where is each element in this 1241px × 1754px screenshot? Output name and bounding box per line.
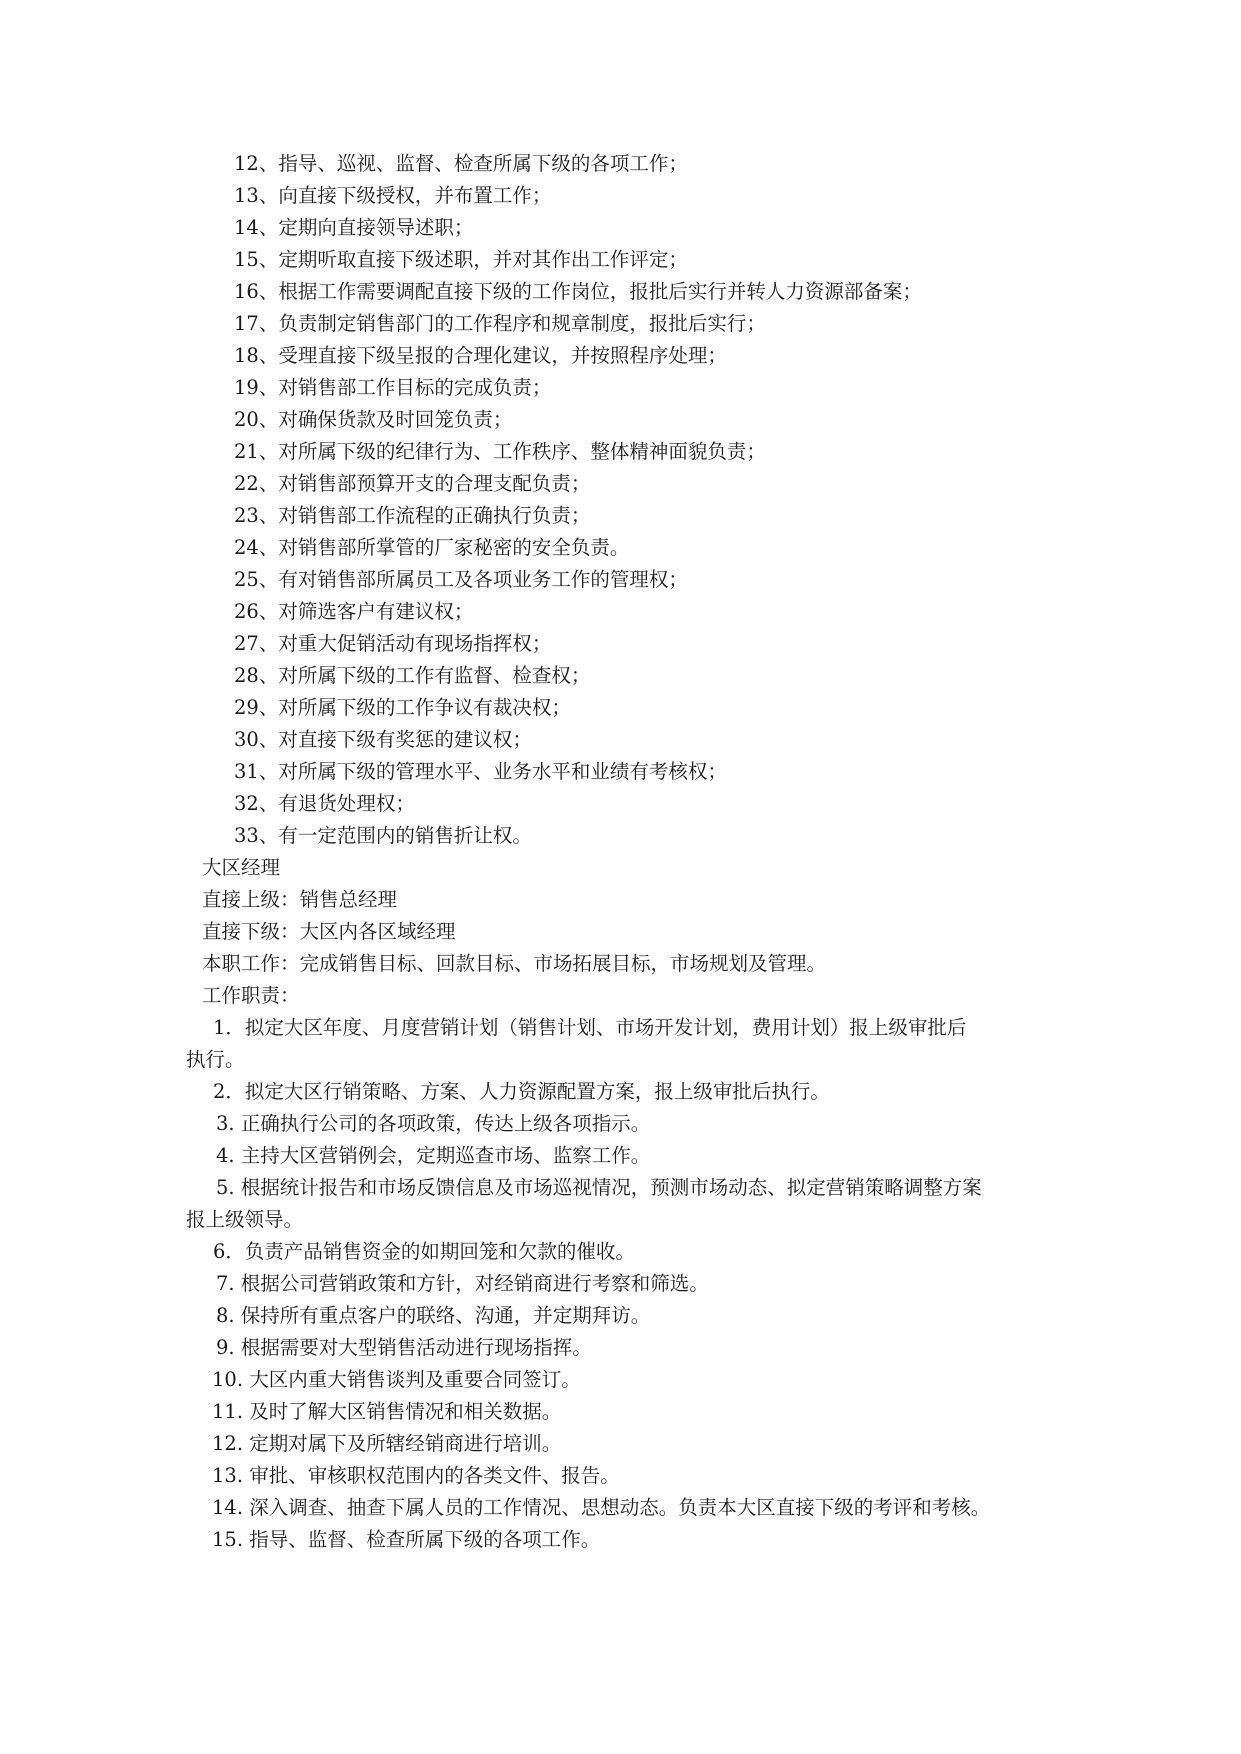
duty-line-14: 14、定期向直接领导述职； [234,216,474,239]
responsibility-item-5-cont: 报上级领导。 [186,1208,304,1231]
responsibility-item-4: 4. 主持大区营销例会，定期巡查市场、监察工作。 [216,1144,651,1167]
duty-line-15: 15、定期听取直接下级述职，并对其作出工作评定； [234,248,688,271]
duty-line-17: 17、负责制定销售部门的工作程序和规章制度，报批后实行； [234,312,766,335]
responsibility-item-10: 10. 大区内重大销售谈判及重要合同签订。 [212,1368,581,1391]
duty-line-19: 19、对销售部工作目标的完成负责； [234,376,552,399]
duty-line-27: 27、对重大促销活动有现场指挥权； [234,632,552,655]
duty-line-18: 18、受理直接下级呈报的合理化建议，并按照程序处理； [234,344,727,367]
responsibility-item-6: 6．负责产品销售资金的如期回笼和欠款的催收。 [213,1240,635,1263]
responsibility-item-1: 1．拟定大区年度、月度营销计划（销售计划、市场开发计划，费用计划）报上级审批后 [213,1016,967,1039]
duty-line-26: 26、对筛选客户有建议权； [234,600,474,623]
responsibilities-heading: 工作职责： [202,984,300,1007]
duty-line-13: 13、向直接下级授权，并布置工作； [234,184,552,207]
responsibility-item-11: 11. 及时了解大区销售情况和相关数据。 [212,1400,562,1423]
responsibility-item-9: 9. 根据需要对大型销售活动进行现场指挥。 [216,1336,592,1359]
responsibility-item-15: 15. 指导、监督、检查所属下级的各项工作。 [212,1528,601,1551]
duty-line-25: 25、有对销售部所属员工及各项业务工作的管理权； [234,568,688,591]
duty-line-29: 29、对所属下级的工作争议有裁决权； [234,696,571,719]
direct-superior: 直接上级：销售总经理 [202,888,398,911]
responsibility-item-5: 5. 根据统计报告和市场反馈信息及市场巡视情况，预测市场动态、拟定营销策略调整方案 [216,1176,982,1199]
duty-line-22: 22、对销售部预算开支的合理支配负责； [234,472,591,495]
job-summary: 本职工作：完成销售目标、回款目标、市场拓展目标，市场规划及管理。 [202,952,827,975]
duty-line-24: 24、对销售部所掌管的厂家秘密的安全负责。 [234,536,630,559]
duty-line-31: 31、对所属下级的管理水平、业务水平和业绩有考核权； [234,760,727,783]
responsibility-item-7: 7. 根据公司营销政策和方针，对经销商进行考察和筛选。 [216,1272,709,1295]
duty-line-32: 32、有退货处理权； [234,792,415,815]
responsibility-item-14: 14. 深入调查、抽查下属人员的工作情况、思想动态。负责本大区直接下级的考评和考核。 [212,1496,991,1519]
responsibility-item-3: 3. 正确执行公司的各项政策，传达上级各项指示。 [216,1112,651,1135]
duty-line-21: 21、对所属下级的纪律行为、工作秩序、整体精神面貌负责； [234,440,766,463]
duty-line-20: 20、对确保货款及时回笼负责； [234,408,513,431]
section-title: 大区经理 [202,856,281,879]
duty-line-23: 23、对销售部工作流程的正确执行负责； [234,504,591,527]
duty-line-12: 12、指导、巡视、监督、检查所属下级的各项工作； [234,152,688,175]
duty-line-28: 28、对所属下级的工作有监督、检查权； [234,664,591,687]
responsibility-item-12: 12. 定期对属下及所辖经销商进行培训。 [212,1432,562,1455]
direct-subordinate: 直接下级：大区内各区域经理 [202,920,456,943]
duty-line-30: 30、对直接下级有奖惩的建议权； [234,728,532,751]
responsibility-item-1-cont: 执行。 [186,1048,245,1071]
responsibility-item-2: 2．拟定大区行销策略、方案、人力资源配置方案，报上级审批后执行。 [213,1080,830,1103]
responsibility-item-8: 8. 保持所有重点客户的联络、沟通，并定期拜访。 [216,1304,651,1327]
responsibility-item-13: 13. 审批、审核职权范围内的各类文件、报告。 [212,1464,620,1487]
duty-line-33: 33、有一定范围内的销售折让权。 [234,824,532,847]
document-body [186,148,1078,1556]
duty-line-16: 16、根据工作需要调配直接下级的工作岗位，报批后实行并转人力资源部备案； [234,280,922,303]
